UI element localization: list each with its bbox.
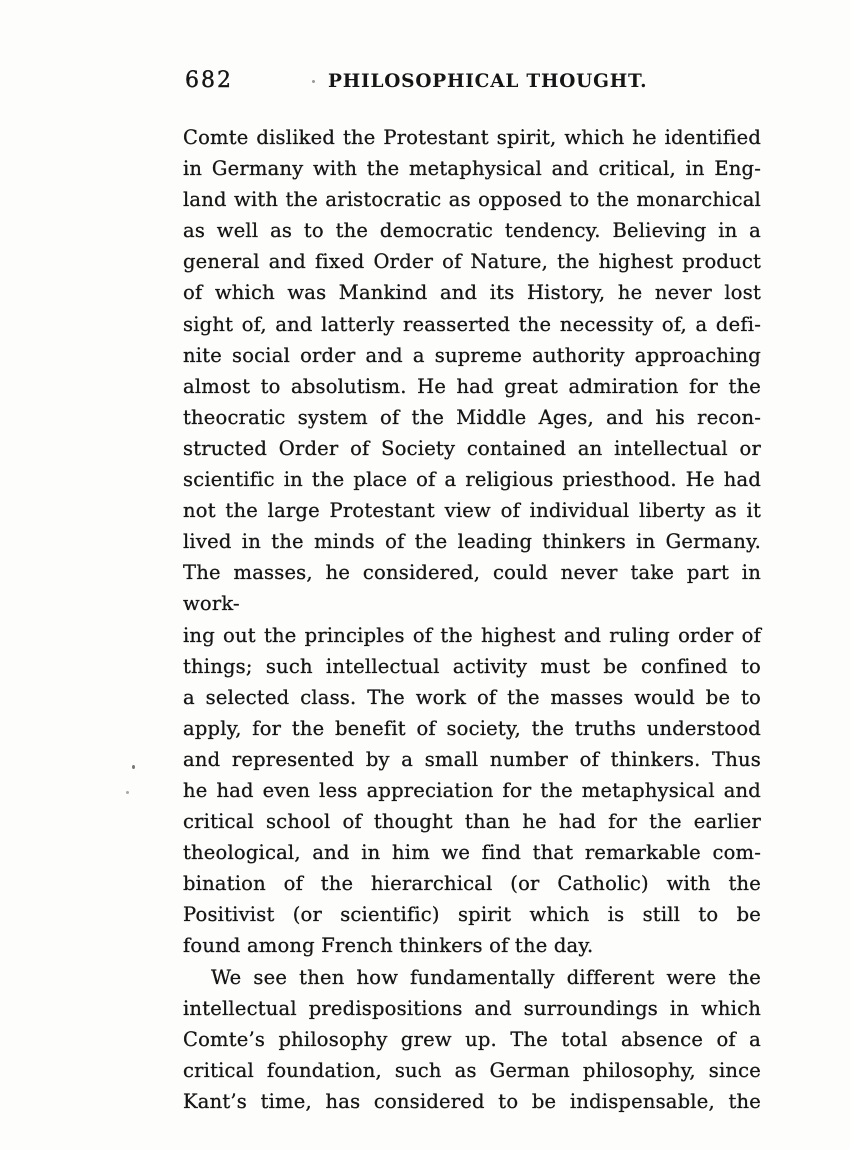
running-title: PHILOSOPHICAL THOUGHT.	[328, 71, 648, 92]
page-header	[183, 68, 761, 98]
text-line: critical foundation, such as German philosophy, since	[183, 1058, 761, 1082]
text-line: We see then how fundamentally different were the	[211, 965, 761, 989]
scan-speck	[132, 765, 135, 769]
text-line: general and fixed Order of Nature, the highest product	[183, 250, 761, 274]
text-line: almost to absolutism. He had great admiration for the	[183, 374, 761, 398]
text-line: found among French thinkers of the day.	[183, 934, 594, 958]
text-line: nite social order and a supreme authority approaching	[183, 343, 761, 367]
page-body	[183, 122, 761, 1117]
text-line: land with the aristocratic as opposed to the monarchical	[183, 188, 761, 212]
text-line: and represented by a small number of thinkers. Thus	[183, 747, 761, 771]
text-line: lived in the minds of the leading thinkers in Germany.	[183, 530, 761, 554]
text-line: of which was Mankind and its History, he never lost	[183, 281, 761, 305]
text-line: theological, and in him we find that remarkable com-	[183, 841, 761, 865]
text-line: apply, for the benefit of society, the truths understood	[183, 716, 761, 740]
text-line: structed Order of Society contained an intellectual or	[183, 436, 761, 460]
text-line: not the large Protestant view of individual liberty as it	[183, 499, 761, 523]
text-line: theocratic system of the Middle Ages, and his recon-	[183, 405, 761, 429]
text-line: in Germany with the metaphysical and critical, in Eng-	[183, 157, 761, 181]
scan-speck	[312, 80, 315, 83]
text-line: scientific in the place of a religious priesthood. He had	[183, 468, 761, 492]
text-line: things; such intellectual activity must be confined to	[183, 654, 761, 678]
text-line: a selected class. The work of the masses would be to	[183, 685, 761, 709]
text-line: bination of the hierarchical (or Catholic) with the	[183, 872, 761, 896]
text-line: Kant’s time, has considered to be indispensable, the	[183, 1089, 761, 1113]
text-line: ing out the principles of the highest and ruling order of	[183, 623, 761, 647]
text-line: he had even less appreciation for the metaphysical and	[183, 778, 761, 802]
text-line: as well as to the democratic tendency. Believing in a	[183, 219, 761, 243]
text-line: critical school of thought than he had for the earlier	[183, 810, 761, 834]
text-line: The masses, he considered, could never take part in work-	[183, 561, 761, 616]
text-line: sight of, and latterly reasserted the necessity of, a defi-	[183, 312, 761, 336]
text-line: Positivist (or scientific) spirit which is still to be	[183, 903, 761, 927]
text-line: Comte disliked the Protestant spirit, which he identified	[183, 126, 761, 149]
text-line: Comte’s philosophy grew up. The total absence of a	[183, 1027, 761, 1051]
page-number: 682	[185, 68, 233, 93]
text-line: intellectual predispositions and surroundings in which	[183, 996, 761, 1020]
scan-speck	[126, 791, 129, 794]
